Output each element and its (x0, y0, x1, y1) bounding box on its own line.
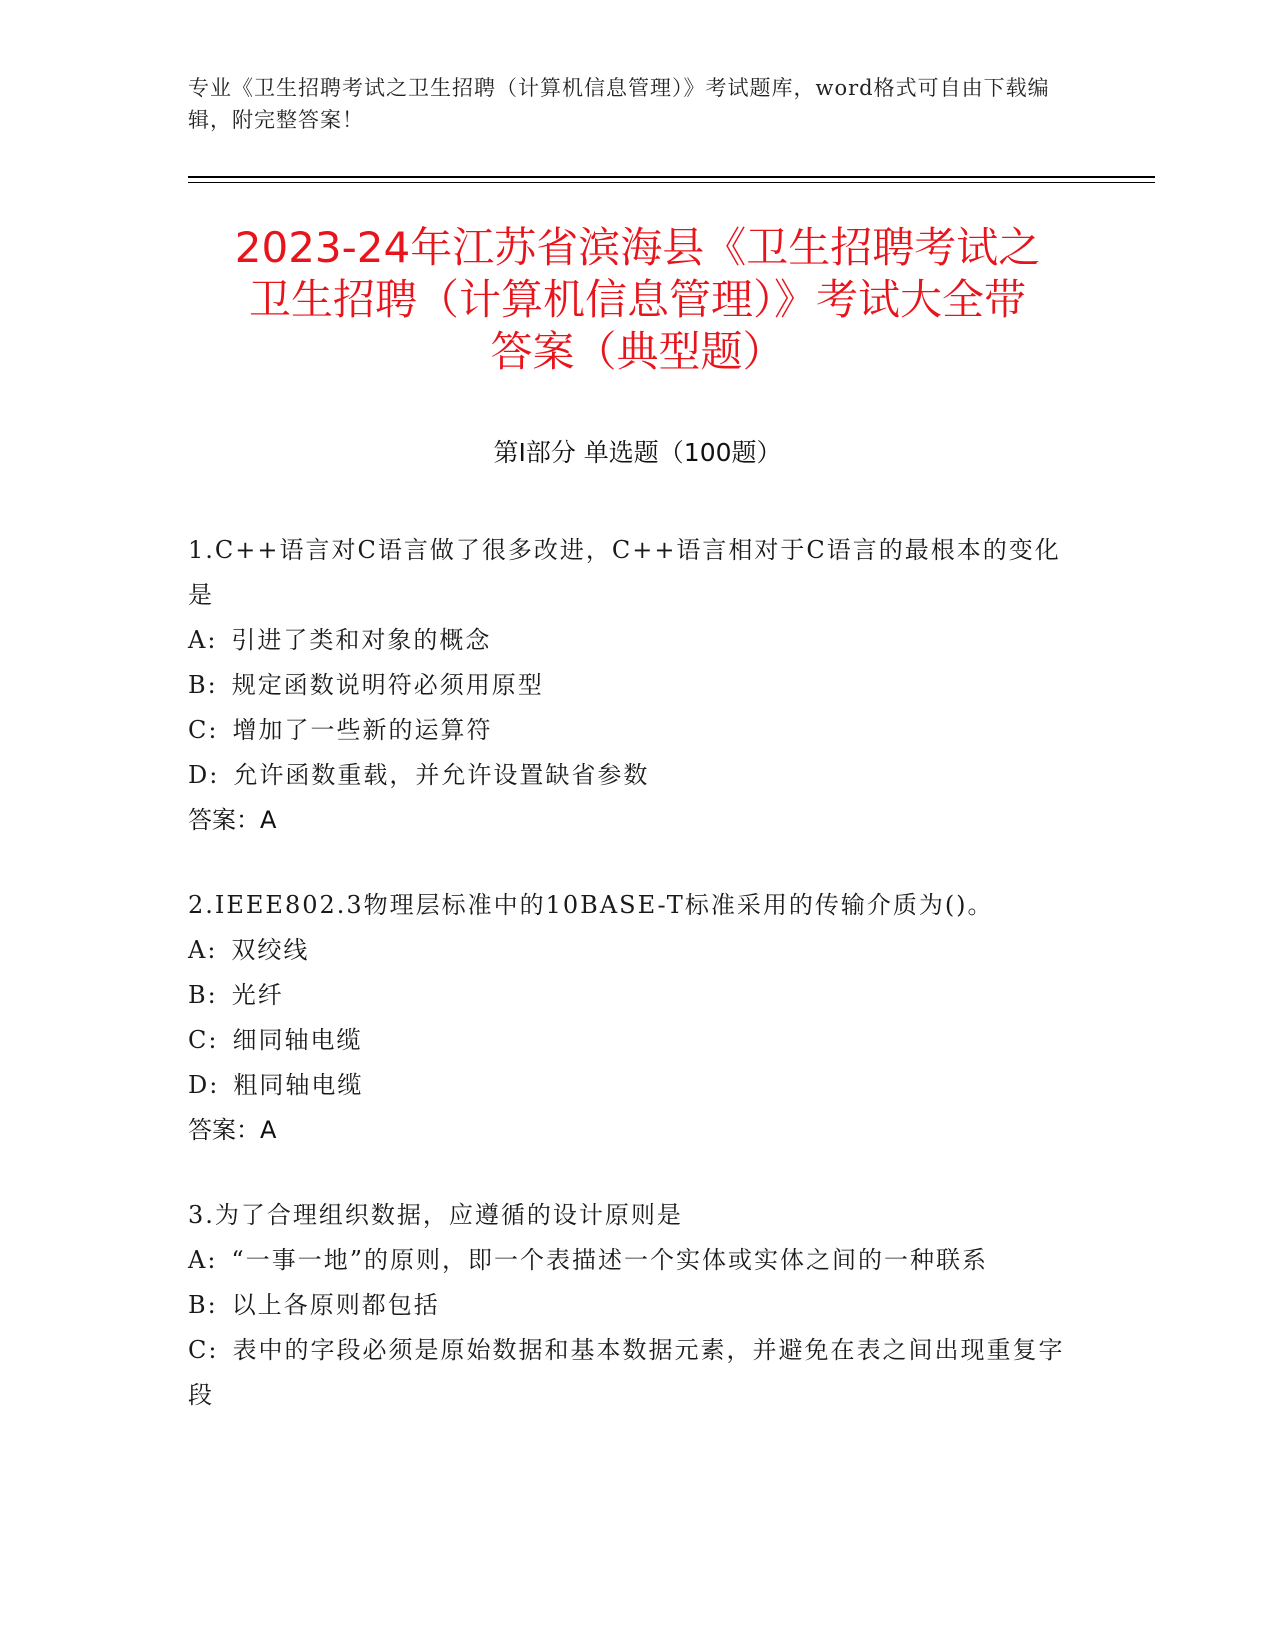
option-text: 表中的字段必须是原始数据和基本数据元素，并避免在表之间出现重复字段 (188, 1336, 1065, 1409)
header-note: 专业《卫生招聘考试之卫生招聘（计算机信息管理）》考试题库，word格式可自由下载编辑，附完整答案！ (188, 76, 1050, 132)
option-c (188, 1018, 1068, 1063)
option-text: “一事一地”的原则，即一个表描述一个实体或实体之间的一种联系 (231, 1246, 988, 1274)
option-a (188, 1238, 1068, 1283)
option-key: D: (188, 1071, 220, 1099)
option-key: B: (188, 1291, 218, 1319)
option-key: C: (188, 1026, 219, 1054)
question-3 (188, 1193, 1068, 1418)
option-key: D: (188, 761, 220, 789)
option-d (188, 1063, 1068, 1108)
question-2 (188, 883, 1068, 1153)
option-key: A: (188, 936, 218, 964)
header-rule-thin (188, 182, 1155, 183)
option-text: 允许函数重载，并允许设置缺省参数 (233, 761, 650, 789)
option-text: 引进了类和对象的概念 (231, 626, 492, 654)
option-b (188, 663, 1068, 708)
option-text: 粗同轴电缆 (233, 1071, 364, 1099)
option-a (188, 928, 1068, 973)
answer-label: 答案：A (188, 1116, 277, 1144)
option-text: 细同轴电缆 (232, 1026, 363, 1054)
title-line-2: 卫生招聘（计算机信息管理）》考试大全带 (248, 275, 1026, 324)
header-rule-thick (188, 176, 1155, 178)
answer-label: 答案：A (188, 806, 277, 834)
option-key: B: (188, 671, 218, 699)
question-stem: 2.IEEE802.3物理层标准中的10BASE-T标准采用的传输介质为()。 (188, 891, 994, 919)
option-key: C: (188, 716, 219, 744)
option-d (188, 753, 1068, 798)
option-key: A: (188, 1246, 218, 1274)
option-key: A: (188, 626, 218, 654)
question-stem: 1.C++语言对C语言做了很多改进，C++语言相对于C语言的最根本的变化是 (188, 536, 1061, 609)
section-heading: 第Ⅰ部分 单选题（100题） (493, 438, 782, 467)
option-a (188, 618, 1068, 663)
title-line-3: 答案（典型题） (490, 327, 785, 376)
option-text: 以上各原则都包括 (231, 1291, 440, 1319)
option-key: B: (188, 981, 218, 1009)
question-list (188, 528, 1068, 1458)
option-text: 增加了一些新的运算符 (232, 716, 493, 744)
option-text: 光纤 (231, 981, 284, 1009)
title-line-1: 2023-24年江苏省滨海县《卫生招聘考试之 (234, 223, 1041, 272)
question-1 (188, 528, 1068, 843)
document-title (150, 222, 1125, 378)
option-key: C: (188, 1336, 219, 1364)
option-b (188, 1283, 1068, 1328)
option-c (188, 1328, 1068, 1418)
option-text: 规定函数说明符必须用原型 (231, 671, 544, 699)
option-b (188, 973, 1068, 1018)
option-text: 双绞线 (231, 936, 310, 964)
question-stem: 3.为了合理组织数据，应遵循的设计原则是 (188, 1201, 683, 1229)
option-c (188, 708, 1068, 753)
